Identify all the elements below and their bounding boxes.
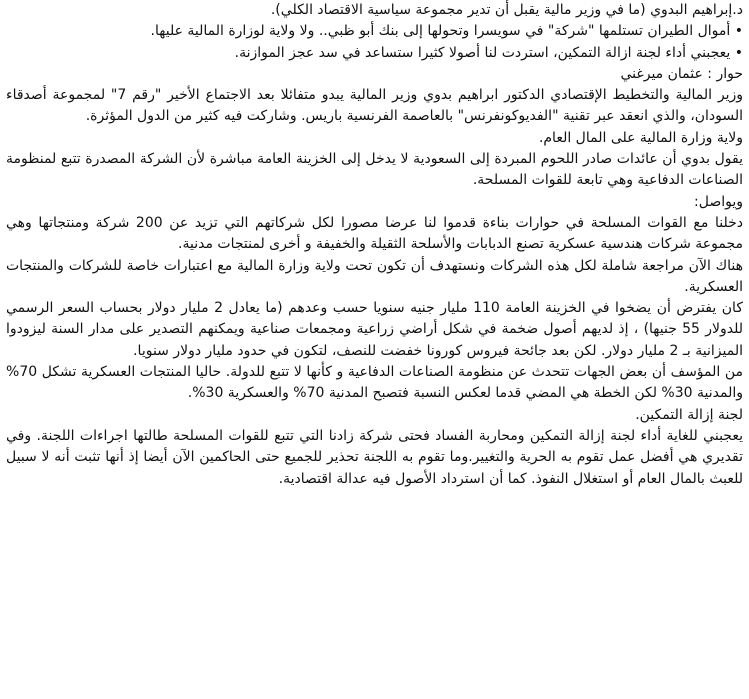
intro-line: د.إبراهيم البدوي (ما في وزير مالية يقبل أن تدير مجموعة سياسية الاقتصاد الكلي). [270, 2, 743, 18]
paragraph-comprehensive-review: هناك الآن مراجعة شاملة لكل هذه الشركات ونستهدف أن تكون تحت ولاية وزارة المالية مع اعتبارات خاصة للشركات والمنتجات العسكرية. [6, 257, 743, 295]
subheading-empowerment-committee: لجنة إزالة التمكين. [635, 406, 743, 423]
paragraph-meat-exports: يقول بدوي أن عائدات صادر اللحوم المبردة إلى السعودية لا يدخل إلى الخزينة العامة مباشرة لأن الشركة المصدرة تتبع لمنظومة الصناعات الدفاعية وهي تابعة للقوات المسلحة. [6, 151, 743, 189]
article-page [6, 0, 743, 699]
byline: حوار : عثمان ميرغني [620, 65, 743, 82]
paragraph-armed-forces-companies: دخلنا مع القوات المسلحة في حوارات بناءة قدموا لنا عرضا مصورا لكل شركاتهم التي تزيد عن 200 شركة ومنتجاتها وهي مجموعة شركات هندسية عسكرية تصنع الدبابات والأسلحة الثقيلة والخفيفة و أخرى لمنتجات مدنية. [6, 214, 743, 253]
paragraph-intro: وزير المالية والتخطيط الإقتصادي الدكتور ابراهيم بدوي وزير المالية يبدو متفائلا بعد الاجتماع الأخير "رقم 7" لمجموعة أصدقاء السودان، والذي انعقد عبر تقنية "الفديوكونفرنس" بالعاصمة الفرنسية باريس. وشاركت فيه كثير من الدول المؤثرة. [6, 87, 743, 125]
bullet-empowerment-committee: • يعجبني أداء لجنة ازالة التمكين، استردت لنا أصولا كثيرا ستساعد في سد عجز الموازنة. [6, 43, 743, 64]
paragraph-continues: ويواصل: [694, 193, 743, 210]
paragraph-defense-industries: من المؤسف أن بعض الجهات تتحدث عن منظومة الصناعات الدفاعية و كأنها لا تتبع للدولة. حاليا المنتجات العسكرية تشكل 70% والمدنية 30% لكن الخطة هي المضي قدما لعكس النسبة فتصبح المدنية 70% والعسكرية 30%. [6, 364, 743, 402]
paragraph-treasury-contribution: كان يفترض أن يضخوا في الخزينة العامة 110 مليار جنيه سنويا حسب وعدهم (ما يعادل 2 مليار دولار بحساب السعر الرسمي للدولار 55 جنيها) ، إذ لديهم أصول ضخمة في شكل أراضي زراعية ومجمعات صناعية ويمكنهم التصدير على مدار السنة ليزودوا الميزانية بـ 2 مليار دولار. لكن بعد جائحة فيروس كورونا خفضت للنصف، لتكون في حدود مليار دولار سنويا. [6, 300, 743, 359]
paragraph-committee-performance: يعجبني للغاية أداء لجنة إزالة التمكين ومحاربة الفساد فحتى شركة زادنا التي تتبع للقوات المسلحة طالتها اجراءات اللجنة. وفي تقديري هي أفضل عمل تقوم به الحرية والتغيير.وما تقوم به اللجنة تحذير للجميع حتى الحاكمين الآن أيضا إذ أنها تثبت أنه لا سبيل للعبث بالمال العام أو استغلال النفوذ. كما أن استرداد الأصول فيه عدالة اقتصادية. [6, 427, 743, 487]
bullet-airline-funds: • أموال الطيران تستلمها "شركة" في سويسرا وتحولها إلى بنك أبو ظبي.. ولا ولاية لوزارة المالية عليها. [6, 21, 743, 42]
subheading-ministry-mandate: ولاية وزارة المالية على المال العام. [538, 129, 743, 146]
